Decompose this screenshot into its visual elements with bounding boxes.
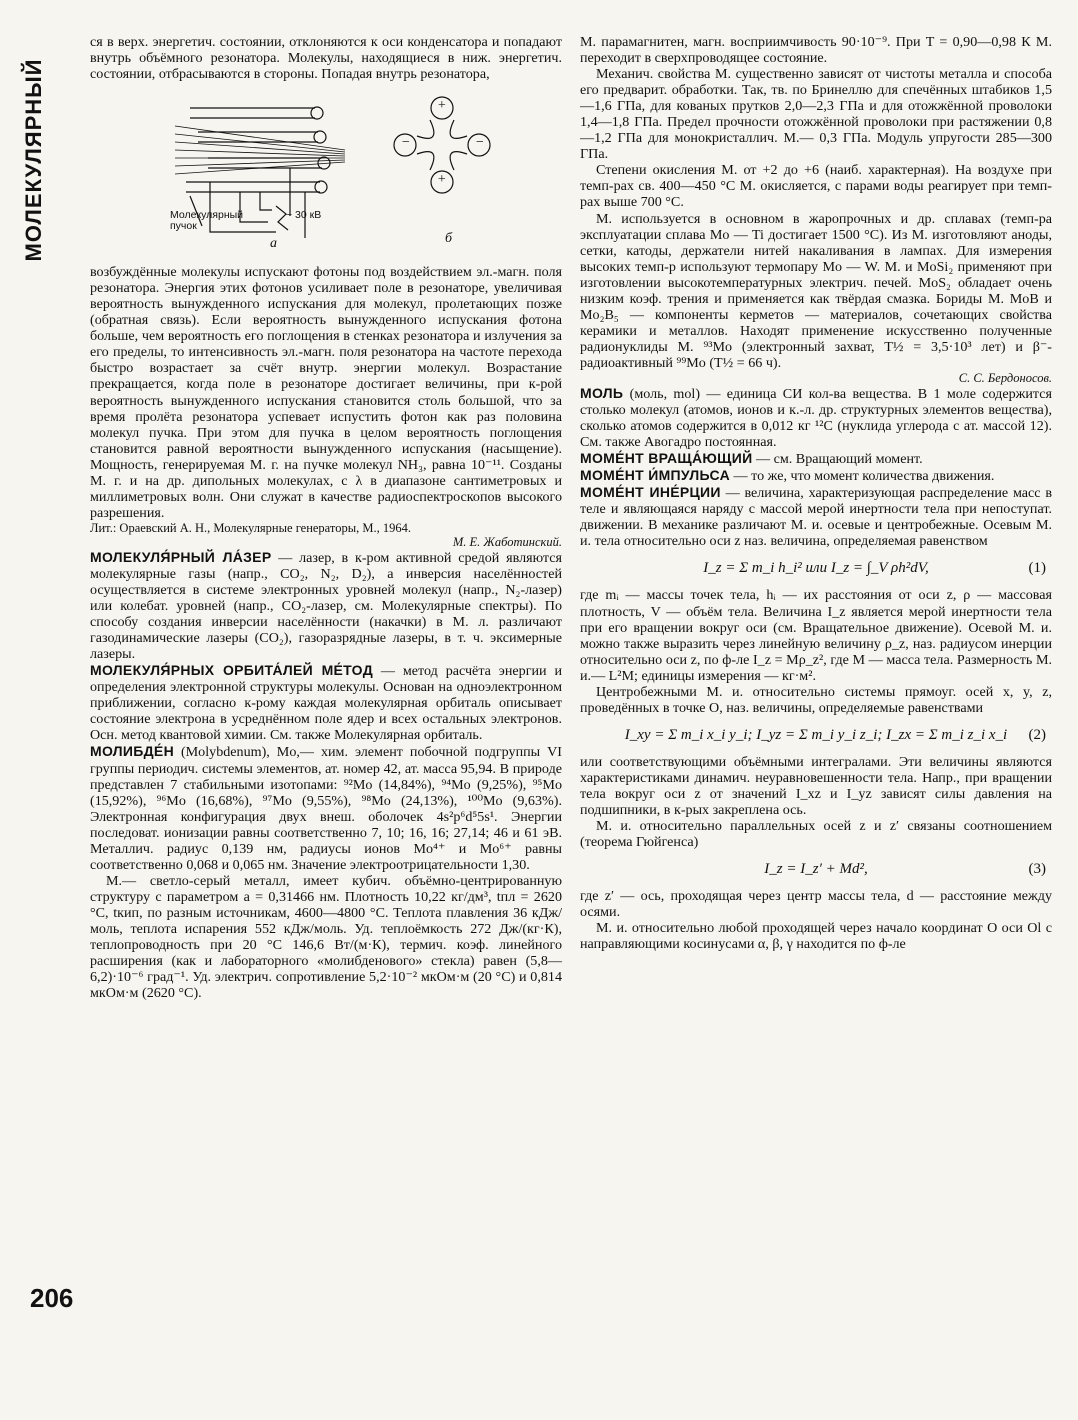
right-paragraph-7: или соответствующими объёмными интегралами. Эти величины являются характеристиками динамич. неуравновешенности тела. Напр., при вращении тела вокруг оси z от значений I_xz и I_yz зависят силы давления на подшипники, в к-рых закреплена ось.	[580, 753, 1052, 818]
molybdenum-properties: М.— светло-серый металл, имеет кубич. объёмно-центрированную структуру с параметром a = 0,31466 нм. Плотность 10,22 кг/дм³, tпл = 2620 °С, tкип, по разным источникам, 4600—4800 °С. Теплота плавления 36 кДж/моль, теплота испарения 552 кДж/моль. Уд. теплоёмкость 272 Дж/(кг·К), теплопроводность при 20 °С 146,6 Вт/(м·К), термич. коэф. линейного расширения (как и лабораторного «молибденового» стекла) равен (5,8—6,2)·10⁻⁶ град⁻¹. Уд. электрич. сопротивление 5,2·10⁻² мкОм·м (20 °С) и 0,814 мкОм·м (2620 °С).	[90, 872, 562, 1002]
figure-label-beam: Молекулярный пучок	[170, 209, 244, 233]
headword-molybdenum: МОЛИБДЕ́Н	[90, 743, 174, 760]
entry-moment-of-inertia-text: — величина, характеризующая распределение масс в теле и являющаяся наряду с массой мерой инертности тела при непоступат. движении. В механике различают М. и. осевые и центробежные. Осевым М. и. тела относительно оси z наз. величина, определяемая равенством	[580, 485, 1052, 550]
page-number: 206	[30, 1283, 74, 1313]
entry-torque-text: — см. Вращающий момент.	[752, 451, 923, 468]
quadrupole-minus-left: −	[401, 135, 411, 151]
right-paragraph-10: М. и. относительно любой проходящей через начало координат O оси Ol с направляющими косинусами α, β, γ находится по ф-ле	[580, 920, 1052, 953]
entry-molecular-laser	[90, 549, 562, 662]
quadrupole-plus-top: +	[437, 98, 447, 114]
right-paragraph-5: где mᵢ — массы точек тела, hᵢ — их расстояния от оси z, ρ — массовая плотность, V — объём тела. Величина I_z является мерой инертности тела при его вращении вокруг оси (см. Вращательное движение). Осевой М. и. можно также выразить через линейную величину ρ_z, наз. радиусом инерции относительно оси z, по ф-ле I_z = Mρ_z², где M — масса тела. Размерность М. и.— L²M; единицы измерения — кг·м².	[580, 587, 1052, 684]
headword-molecular-laser: МОЛЕКУЛЯ́РНЫЙ ЛА́ЗЕР	[90, 548, 272, 565]
formula-3	[580, 850, 1052, 888]
entry-mole-text: (моль, mol) — единица СИ кол-ва вещества. В 1 моле содержится столько молекул (атомов, ионов и к.-л. др. структурных элементов вещества), сколько атомов содержится в 0,012 кг ¹²C (нуклида углерода с ат. массой 12). См. также Авогадро постоянная.	[580, 385, 1052, 451]
headword-torque: МОМЕ́НТ ВРАЩА́ЮЩИЙ	[580, 450, 753, 467]
entry-molybdenum-text: (Molybdenum), Mo,— хим. элемент побочной подгруппы VI группы периодич. системы элементов, ат. номер 42, ат. масса 95,94. В природе представлен 7 стабильными изотопами: ⁹²Mo (14,84%), ⁹⁴Mo (9,25%), ⁹⁵Mo (15,92%), ⁹⁶Mo (16,68%), ⁹⁷Mo (9,55%), ⁹⁸Mo (24,13%), ¹⁰⁰Mo (9,63%). Электронная конфигурация двух внеш. оболочек 4s²p⁶d⁵5s¹. Энергии последоват. ионизации равны соответственно 7, 10; 16, 16; 27,14; 46 и 61 эВ. Металлич. радиус 0,139 нм, радиусы ионов Mo⁴⁺ и Mo⁶⁺ равны соответственно 0,068 и 0,065 нм. Значение электроотрицательности 1,30.	[90, 744, 562, 873]
maser-diagram	[90, 86, 562, 260]
right-paragraph-3: Степени окисления М. от +2 до +6 (наиб. характерная). На воздухе при темп-рах св. 400—450 °С М. окисляется, с парами воды реагирует при темп-рах выше 700 °С.	[580, 162, 1052, 211]
headword-moment-of-inertia: МОМЕ́НТ ИНЕ́РЦИИ	[580, 484, 721, 501]
author-signature-2: С. С. Бердоносов.	[958, 370, 1052, 385]
headword-mole: МОЛЬ	[580, 384, 624, 401]
entry-moment-of-inertia	[580, 484, 1052, 549]
entry-mo-method-text: — метод расчёта энергии и определения электронной структуры молекулы. Основан на одноэлектронном приближении, согласно к-рому каждая молекулярная орбиталь описывает состояние электрона в усреднённом поле ядер и всех остальных электронов. Осн. метод квантовой химии. См. также Молекулярная орбиталь.	[90, 663, 562, 744]
entry-angular-momentum	[580, 467, 1052, 484]
entry-angular-momentum-text: — то же, что момент количества движения.	[729, 468, 995, 485]
right-paragraph-8: М. и. относительно параллельных осей z и z′ связаны соотношением (теорема Гюйгенса)	[580, 818, 1052, 851]
right-column	[580, 34, 1052, 952]
formula-3-number: (3)	[1028, 861, 1046, 878]
right-paragraph-6: Центробежными М. и. относительно системы прямоуг. осей x, y, z, проведённых в точке O, наз. величины, определяемые равенствами	[580, 683, 1052, 716]
quadrupole-plus-bottom: +	[437, 172, 447, 188]
headword-mo-method: МОЛЕКУЛЯ́РНЫХ ОРБИТА́ЛЕЙ МЕ́ТОД	[90, 662, 373, 679]
headword-angular-momentum: МОМЕ́НТ И́МПУЛЬСА	[580, 467, 730, 484]
entry-torque	[580, 450, 1052, 467]
formula-1-number: (1)	[1028, 560, 1046, 577]
left-column	[90, 34, 562, 1001]
entry-mo-method	[90, 662, 562, 743]
right-paragraph-1: М. парамагнитен, магн. восприимчивость 90·10⁻⁹. При T = 0,90—0,98 К М. переходит в сверхпроводящее состояние.	[580, 34, 1052, 67]
maser-figure	[90, 86, 562, 260]
formula-1-text: I_z = Σ m_i h_i² или I_z = ∫_V ρh²dV,	[703, 560, 929, 577]
formula-2	[580, 716, 1052, 754]
formula-3-text: I_z = I_z′ + Md²,	[764, 861, 868, 878]
left-paragraph-2: возбуждённые молекулы испускают фотоны под воздействием эл.-магн. поля резонатора. Энергия этих фотонов усиливает поле в резонаторе, увеличивая вероятность вынужденного испускания для молекул, пролетающих позже (обратная связь). Если вероятность вынужденного испускания фотона больше, чем вероятность его поглощения в стенках резонатора и излучения за его пределы, то интенсивность эл.-магн. поля резонатора на частоте перехода быстро возрастает за счёт внутр. энергии молекул. Возрастание прекращается, когда поле в резонаторе достигает величины, при к-рой вероятность вынужденного испускания становится столь большой, что за время пролёта резонатора успевает испустить фотон как раз половина молекул пучка. При этом для пучка в целом вероятность поглощения становится равной вероятности вынужденного испускания (насыщение). Мощность, генерируемая М. г. на пучке молекул NH₃, равна 10⁻¹¹. Созданы М. г. и на др. дипольных молекулах, с λ в диапазоне сантиметровых и миллиметровых волн. Они служат в качестве радиоспектроскопов высокого разрешения.	[90, 264, 562, 521]
right-paragraph-4: М. используется в основном в жаропрочных и др. сплавах (темп-ра эксплуатации сплава Mo — Ti достигает 1500 °С). Из М. изготовляют аноды, сетки, катоды, держатели нитей накаливания в лампах. Для измерения высоких темп-р используют термопару Mo — W. M. и MoSi₂ применяют при изготовлении высокотемпературных электрич. печей. MoS₂ обладает очень низким коэф. трения и применяется как твёрдая смазка. Бориды М. MoB и Mo₂B₅ — компоненты керметов — материалов, сочетающих свойства керамики и металлов. Находят применение искусственно полученные радионуклиды М. ⁹³Mo (электронный захват, T½ = 3,5·10³ лет) и β⁻-радиоактивный ⁹⁹Mo (T½ = 66 ч).	[580, 210, 1052, 371]
formula-2-text: I_xy = Σ m_i x_i y_i; I_yz = Σ m_i y_i z_i; I_zx = Σ m_i z_i x_i	[624, 726, 1008, 743]
running-head-text: МОЛЕКУЛЯРНЫЙ	[21, 58, 46, 262]
formula-1	[580, 549, 1052, 587]
figure-label-a: а	[270, 236, 277, 252]
formula-2-number: (2)	[1028, 726, 1046, 743]
quadrupole-minus-right: −	[475, 135, 485, 151]
figure-label-b: б	[445, 231, 453, 247]
entry-molybdenum	[90, 743, 562, 872]
entry-molecular-laser-text: — лазер, в к-ром активной средой являются молекулярные газы (напр., CO₂, N₂, D₂), а инверсия населённостей осуществляется в системе электронных уровней молекул (напр., N₂-лазер) или колебат. уровней (напр., CO₂-лазер, см. Молекулярные спектры). По способу создания инверсии населённости (накачки) в М. л. различают газодинамические лазеры (CO₂), газоразрядные лазеры, в т. ч. эксимерные лазеры.	[90, 549, 562, 663]
left-paragraph-1: ся в верх. энергетич. состоянии, отклоняются к оси конденсатора и попадают внутрь объёмного резонатора. Молекулы, находящиеся в ниж. энергетич. состоянии, отбрасываются в стороны. Попадая внутрь резонатора,	[90, 34, 562, 83]
literature-reference: Лит.: Ораевский А. Н., Молекулярные генераторы, М., 1964.	[90, 520, 411, 535]
right-paragraph-2: Механич. свойства М. существенно зависят от чистоты металла и способа его предварит. обработки. Так, тв. по Бринеллю для спечённых штабиков 1,5—1,6 ГПа, для кованых прутков 2,0—2,3 ГПа и для отожжённой проволоки 1,4—1,8 ГПа. Предел прочности отожжённой проволоки при растяжении 0,8—1,2 ГПа для монокристаллич. М.— 0,3 ГПа. Модуль упругости 285—300 ГПа.	[580, 66, 1052, 163]
entry-mole	[580, 385, 1052, 450]
running-head	[10, 30, 58, 290]
author-signature-1: М. Е. Жаботинский.	[452, 534, 562, 549]
figure-label-voltage: ~ 30 кВ	[286, 209, 322, 222]
right-paragraph-9: где z′ — ось, проходящая через центр массы тела, d — расстояние между осями.	[580, 888, 1052, 921]
